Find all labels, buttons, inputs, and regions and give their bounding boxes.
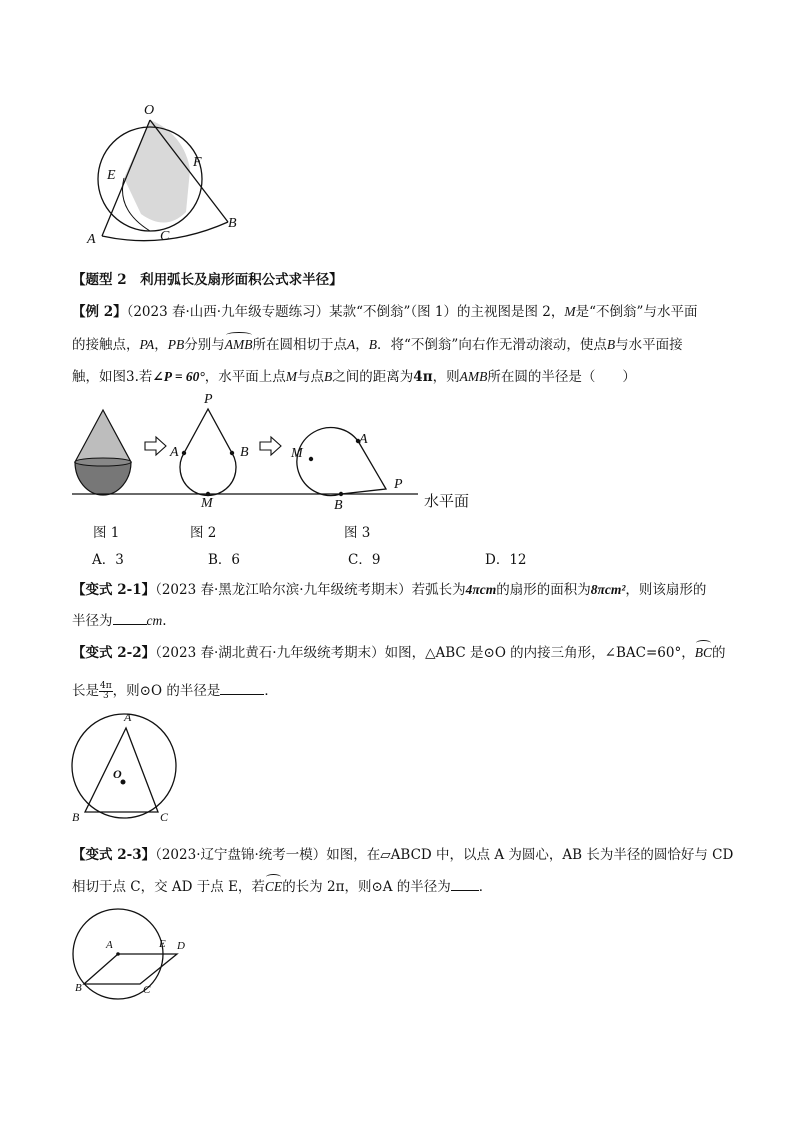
arc-bc: BC [695, 643, 712, 663]
fig3-label-b: B [334, 498, 343, 513]
figure-inscribed-triangle [66, 712, 186, 822]
variant21-line1 [72, 580, 732, 600]
example2-text: ， [355, 337, 369, 353]
variant21-source: （2023 春·黑龙江哈尔滨·九年级统考期末） [155, 582, 412, 598]
option-d: D．12 [485, 552, 527, 568]
fraction-denominator: 3 [102, 691, 109, 701]
fig2-label-b: B [240, 445, 249, 460]
fig23-label-d: D [177, 940, 185, 952]
example2-text: 之间的距离为 [332, 369, 414, 385]
variant23-line2 [72, 876, 732, 897]
example2-tag: 【例 2】 [72, 304, 127, 320]
example2-text: ， [154, 337, 168, 353]
fig2-label-a: A [170, 445, 179, 460]
fig1-label-o: O [144, 103, 155, 118]
fig22-label-c: C [160, 810, 169, 824]
example2-text: 触，如图3.若 [72, 369, 153, 385]
caption-figure-3: 图 3 [344, 525, 371, 541]
fraction-numerator: 4π [100, 681, 112, 691]
fig2-label-m: M [201, 496, 213, 511]
variant23-text: 如图，在▱ABCD 中，以点 A 为圆心，AB 长为半径的圆恰好与 CD [326, 847, 734, 863]
example2-text: 的接触点， [72, 337, 140, 353]
variant21-text: 的扇形的面积为 [496, 582, 591, 598]
fig1-label-a: A [87, 232, 96, 247]
var-b: B [368, 337, 378, 352]
example2-text: ，水平面上点 [204, 369, 286, 385]
fig1-label-b: B [228, 216, 237, 231]
variant22-text: 如图，△ABC 是⊙O 的内接三角形，∠BAC=60°， [384, 645, 695, 661]
fig23-label-b: B [75, 982, 82, 994]
arc-amb: AMB [459, 369, 488, 384]
arc-ce: CE [265, 877, 282, 897]
figure-parallelogram-circle [66, 905, 196, 1005]
variant21-line2 [72, 610, 732, 631]
variant22-text: 长是 [72, 683, 99, 699]
area-value: 8πcm² [590, 582, 626, 597]
variant21-text: . [162, 613, 167, 629]
option-c: C．9 [348, 552, 381, 568]
figure-roly-poly [68, 392, 468, 517]
option-a: A．3 [92, 552, 124, 568]
section-heading: 【题型 2 利用弧长及扇形面积公式求半径】 [72, 272, 343, 288]
answer-blank[interactable] [220, 680, 264, 695]
example2-text: 某款“不倒翁”（图 1）的主视图是图 2， [329, 304, 565, 320]
example2-line2 [72, 335, 732, 355]
variant23-text: 的长为 2π，则⊙A 的半径为 [282, 879, 451, 895]
example2-text: ，则 [432, 369, 460, 385]
variant21-tag: 【变式 2-1】 [72, 582, 156, 598]
var-b: B [606, 337, 616, 352]
fraction-4pi-3 [99, 682, 113, 701]
example2-text: 与水平面接 [615, 337, 683, 353]
var-m: M [285, 369, 298, 384]
example2-text: ．将“不倒翁”向右作无滑动滚动，使点 [377, 337, 607, 353]
variant21-text: 若弧长为 [411, 582, 466, 598]
fig23-label-a: A [106, 939, 113, 951]
variant22-tag: 【变式 2-2】 [72, 645, 156, 661]
variant21-text: ，则该扇形的 [625, 582, 707, 598]
variant22-text: ． [264, 683, 278, 699]
variant21-text: 半径为 [72, 613, 113, 629]
var-b: B [324, 369, 333, 384]
variant23-text: 相切于点 C，交 AD 于点 E，若 [72, 879, 265, 895]
caption-figure-2: 图 2 [190, 525, 217, 541]
variant23-source: （2023·辽宁盘锦·统考一模） [155, 847, 327, 863]
example2-text: 是“不倒翁”与水平面 [575, 304, 698, 320]
fig22-label-o: O [113, 767, 122, 781]
fig2-label-p: P [204, 392, 213, 407]
example2-line3 [72, 367, 732, 387]
var-pb: PB [167, 337, 185, 352]
example2-text: 分别与 [184, 337, 225, 353]
variant23-text: ． [478, 879, 493, 895]
variant23-tag: 【变式 2-3】 [72, 847, 156, 863]
fig22-label-b: B [72, 810, 80, 824]
angle-p: ∠P = 60° [152, 369, 205, 384]
variant22-source: （2023 春·湖北黄石·九年级统考期末） [155, 645, 385, 661]
fig3-label-p: P [394, 477, 403, 492]
fig23-label-e: E [159, 938, 166, 950]
caption-figure-1: 图 1 [93, 525, 120, 541]
example2-source: （2023 春·山西·九年级专题练习） [126, 304, 330, 320]
option-b: B．6 [208, 552, 241, 568]
arc-amb: AMB [225, 335, 253, 355]
variant23-line1 [72, 845, 732, 865]
fig1-label-e: E [107, 168, 116, 183]
fig1-label-f: F [193, 155, 202, 170]
fig3-label-a: A [359, 432, 368, 447]
distance-value: 4π [413, 369, 433, 385]
fig23-label-c: C [143, 984, 151, 996]
example2-text: 与点 [297, 369, 325, 385]
unit-cm: cm [146, 613, 163, 628]
example2-line1 [72, 302, 732, 322]
example2-text: 所在圆的半径是（ ） [487, 369, 636, 385]
fig3-label-m: M [291, 446, 303, 461]
variant22-line2 [72, 680, 732, 701]
var-a: A [347, 337, 356, 352]
variant22-line1 [72, 643, 732, 663]
answer-blank[interactable] [113, 610, 147, 625]
var-m: M [564, 304, 576, 319]
variant22-text: 的 [712, 645, 726, 661]
variant22-text: ，则⊙O 的半径是 [112, 683, 221, 699]
answer-blank[interactable] [451, 876, 479, 891]
horizontal-plane-label: 水平面 [424, 492, 470, 510]
arc-length-value: 4πcm [465, 582, 497, 597]
fig1-label-c: C [160, 229, 170, 244]
var-pa: PA [139, 337, 155, 352]
fig22-label-a: A [124, 710, 132, 724]
example2-text: 所在圆相切于点 [252, 337, 348, 353]
